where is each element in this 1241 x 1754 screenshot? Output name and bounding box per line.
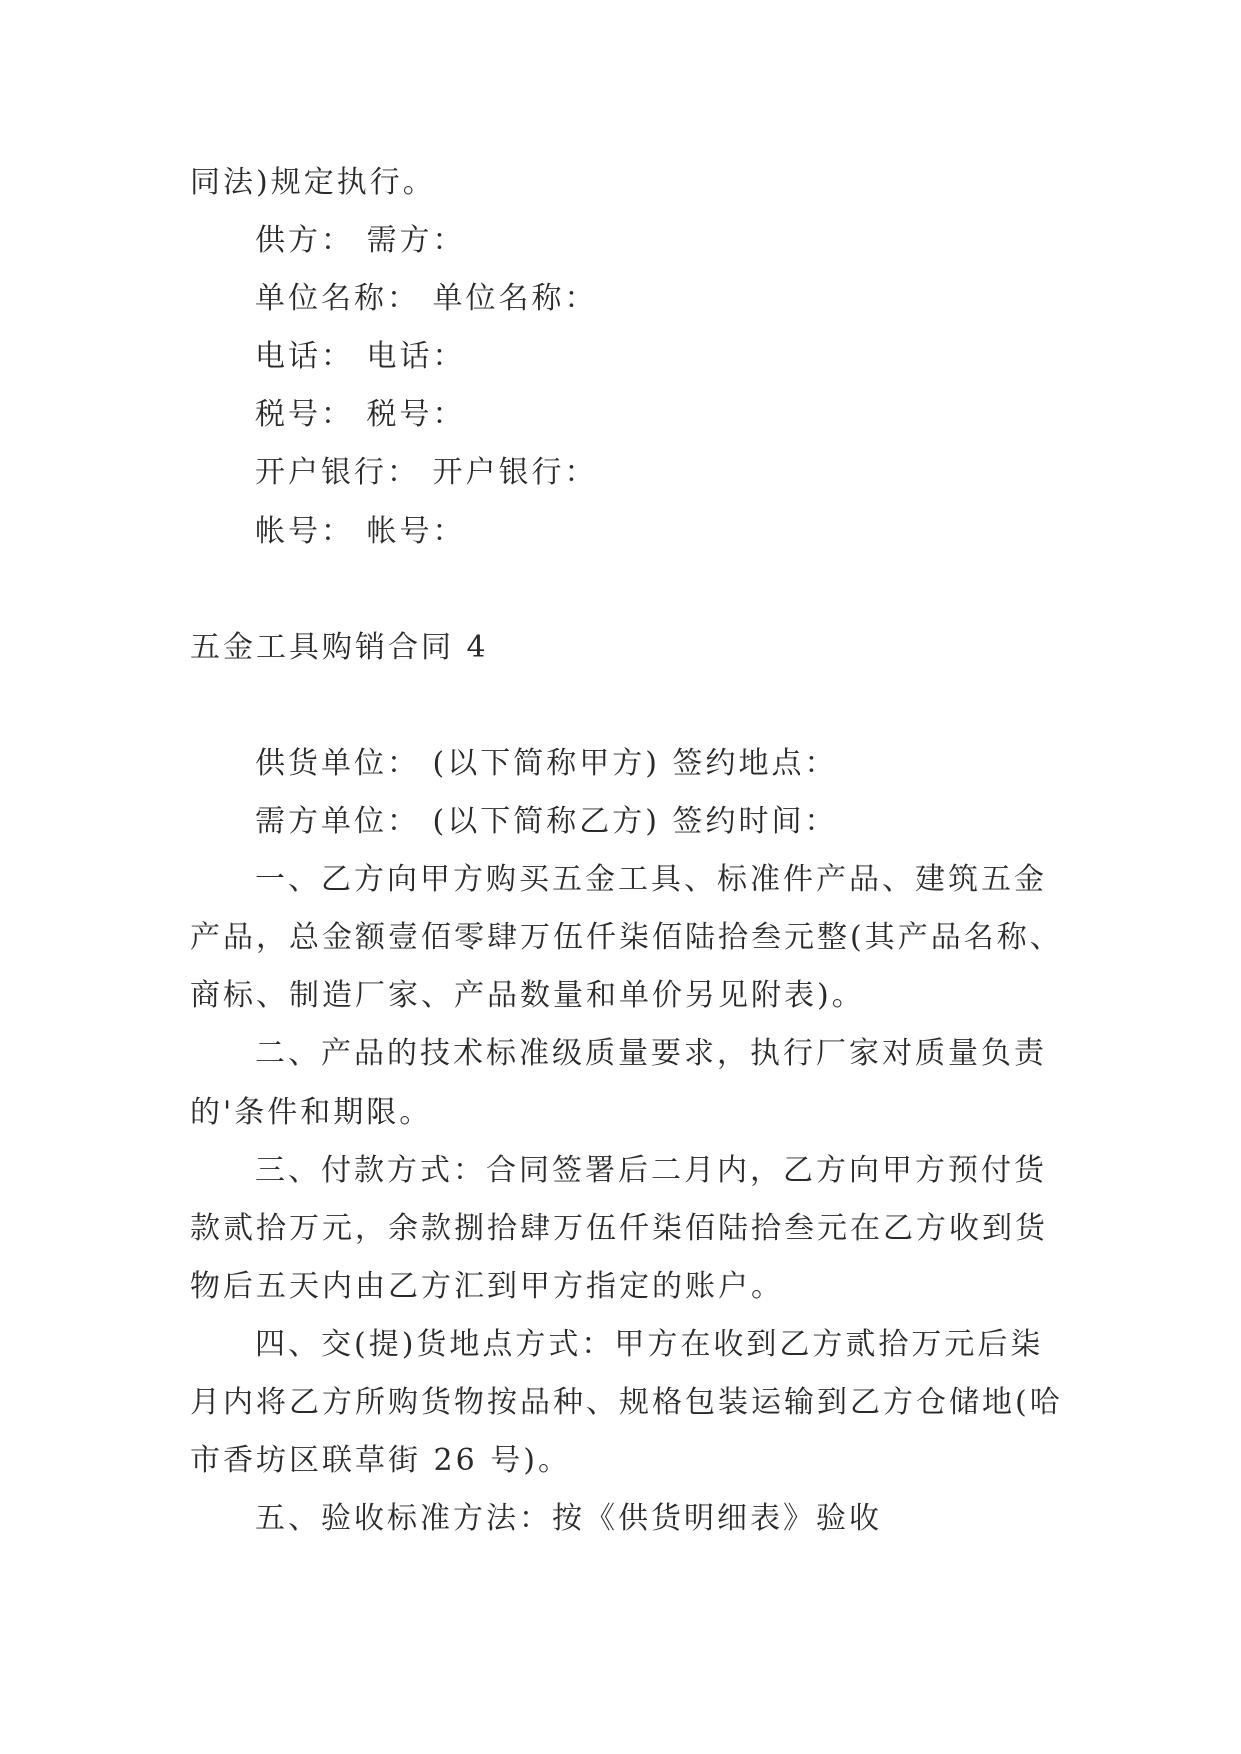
contract-header	[190, 735, 1190, 851]
clause-line: 月内将乙方所购货物按品种、规格包装运输到乙方仓储地(哈	[190, 1384, 1063, 1420]
clause-line: 二、产品的技术标准级质量要求，执行厂家对质量负责	[255, 1036, 1047, 1072]
clause-line: 五、验收标准方法：按《供货明细表》验收	[255, 1501, 882, 1537]
clause-line: 物后五天内由乙方汇到甲方指定的账户。	[190, 1268, 784, 1304]
clause-4	[190, 1316, 1190, 1490]
buyer-row: 需方单位： (以下简称乙方) 签约时间：	[255, 804, 838, 840]
signature-row-tax-id: 税号： 税号：	[255, 397, 466, 433]
clause-line: 款贰拾万元，余款捌拾肆万伍仟柒佰陆拾叁元在乙方收到货	[190, 1210, 1048, 1246]
clause-line: 产品，总金额壹佰零肆万伍仟柒佰陆拾叁元整(其产品名称、	[190, 920, 1063, 956]
signature-row-parties: 供方： 需方：	[255, 223, 466, 259]
contract-title: 五金工具购销合同 4	[190, 629, 489, 665]
signature-row-account: 帐号： 帐号：	[255, 513, 466, 549]
clause-line: 商标、制造厂家、产品数量和单价另见附表)。	[190, 978, 865, 1014]
document-body	[190, 154, 1190, 1548]
signature-row-bank: 开户银行： 开户银行：	[255, 455, 598, 491]
clause-3	[190, 1142, 1190, 1316]
clause-line: 四、交(提)货地点方式：甲方在收到乙方贰拾万元后柒	[255, 1326, 1044, 1362]
spacer	[190, 561, 1190, 619]
signature-row-unit-name: 单位名称： 单位名称：	[255, 281, 598, 317]
spacer	[190, 677, 1190, 735]
clause-1	[190, 851, 1190, 1025]
clause-2	[190, 1025, 1190, 1141]
signature-block	[190, 212, 1190, 561]
clause-5	[190, 1490, 1190, 1548]
clause-line: 一、乙方向甲方购买五金工具、标准件产品、建筑五金	[255, 862, 1047, 898]
previous-section-tail-line: 同法)规定执行。	[190, 165, 436, 200]
clause-line: 三、付款方式：合同签署后二月内，乙方向甲方预付货	[255, 1152, 1047, 1188]
clause-line: 的'条件和期限。	[190, 1094, 433, 1130]
clause-line: 市香坊区联草街 26 号)。	[190, 1443, 571, 1479]
signature-row-phone: 电话： 电话：	[255, 339, 466, 375]
supplier-row: 供货单位： (以下简称甲方) 签约地点：	[255, 745, 838, 781]
